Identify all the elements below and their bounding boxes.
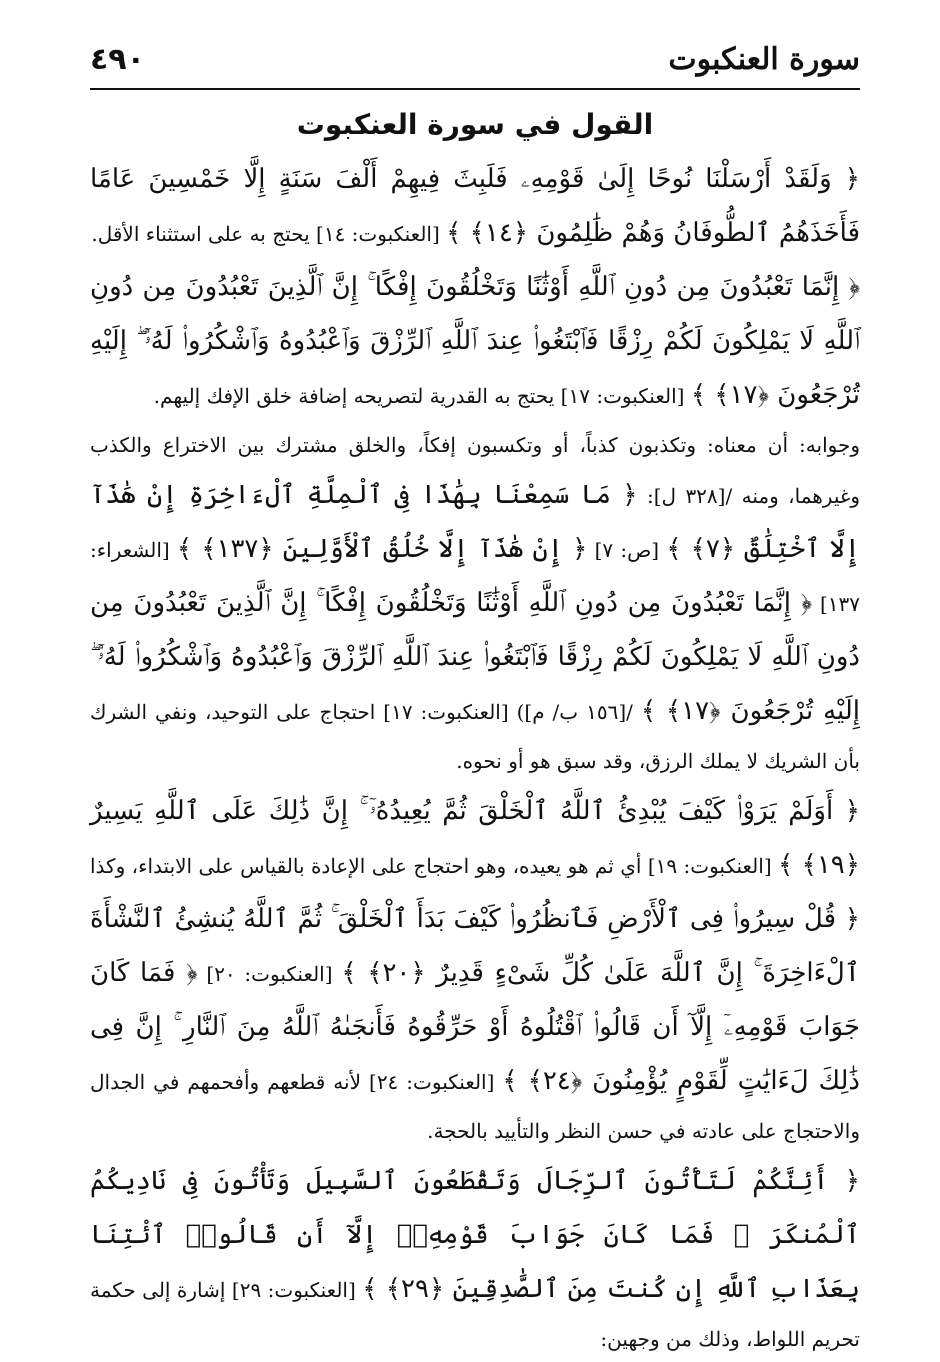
quran-verse: ﴿ مَا سَمِعْنَا بِهَٰذَا فِى ٱلْمِلَّةِ ٱلْءَاخِرَةِ إِنْ هَٰذَآ إِلَّا ٱخْتِلَٰقٌ ﴿٧﴾ ﴾ — [90, 480, 860, 564]
quran-verse: ﴿ أَئِنَّكُمْ لَتَأْتُونَ ٱلرِّجَالَ وَتَقْطَعُونَ ٱلسَّبِيلَ وَتَأْتُونَ فِى نَادِيكُمُ ٱلْمُنكَرَ ۖ فَمَا كَانَ جَوَابَ قَوْمِهِۦٓ إِلَّآ أَن قَالُوا۟ ٱئْتِنَا بِعَذَابِ ٱللَّهِ إِن كُنتَ مِنَ ٱلصَّٰدِقِينَ ﴿٢٩﴾ ﴾ — [90, 1166, 860, 1304]
paragraph-1 — [90, 152, 860, 260]
paragraph-5 — [90, 1154, 860, 1362]
quran-verse: ﴿ إِنَّمَا تَعْبُدُونَ مِن دُونِ ٱللَّهِ أَوْثَٰنًا وَتَخْلُقُونَ إِفْكًا ۚ إِنَّ ٱلَّذِينَ تَعْبُدُونَ مِن دُونِ ٱللَّهِ لَا يَمْلِكُونَ لَكُمْ رِزْقًا فَٱبْتَغُوا۟ عِندَ ٱللَّهِ ٱلرِّزْقَ وَٱعْبُدُوهُ وَٱشْكُرُوا۟ لَهُۥٓ ۖ إِلَيْهِ تُرْجَعُونَ ﴿١٧﴾ ﴾ — [90, 588, 861, 726]
quran-verse: ﴿ قُلْ سِيرُوا۟ فِى ٱلْأَرْضِ فَٱنظُرُوا۟ كَيْفَ بَدَأَ ٱلْخَلْقَ ۚ ثُمَّ ٱللَّهُ يُنشِئُ ٱلنَّشْأَةَ ٱلْءَاخِرَةَ ۚ إِنَّ ٱللَّهَ عَلَىٰ كُلِّ شَىْءٍ قَدِيرٌ ﴿٢٠﴾ ﴾ — [90, 904, 860, 988]
commentary: /[١٥٦ ب/ م]) [العنكبوت: ١٧] احتجاج على التوحيد، ونفي الشرك بأن الشريك لا يملك الرزق، وقد سبق هو أو نحوه. — [90, 700, 860, 773]
commentary: [الشعراء: ١٣٧] — [90, 538, 860, 616]
paragraph-4 — [90, 784, 860, 1154]
commentary: [العنكبوت: ١٤] يحتج به على استثناء الأقل. — [91, 222, 447, 246]
quran-verse: ﴿ إِنْ هَٰذَآ إِلَّا خُلُقُ ٱلْأَوَّلِينَ ﴿١٣٧﴾ ﴾ — [176, 534, 588, 564]
paragraph-3 — [90, 422, 860, 784]
commentary: وجوابه: أن معناه: وتكذبون كذباً، أو وتكسبون إفكاً، والخلق مشترك بين الاختراع والكذب وغيرهما، ومنه /[٣٢٨ ل]: — [90, 433, 860, 508]
commentary: [ص: ٧] — [587, 538, 667, 562]
paragraph-2 — [90, 260, 860, 422]
quran-verse: ﴿ وَلَقَدْ أَرْسَلْنَا نُوحًا إِلَىٰ قَوْمِهِۦ فَلَبِثَ فِيهِمْ أَلْفَ سَنَةٍ إِلَّا خَمْسِينَ عَامًا فَأَخَذَهُمُ ٱلطُّوفَانُ وَهُمْ ظَٰلِمُونَ ﴿١٤﴾ ﴾ — [90, 164, 860, 248]
section-title: القول في سورة العنكبوت — [296, 108, 654, 141]
commentary: [العنكبوت: ٢٩] إشارة إلى حكمة تحريم اللواط، وذلك من وجهين: — [90, 1278, 860, 1351]
quran-verse: ﴿ إِنَّمَا تَعْبُدُونَ مِن دُونِ ٱللَّهِ أَوْثَٰنًا وَتَخْلُقُونَ إِفْكًا ۚ إِنَّ ٱلَّذِينَ تَعْبُدُونَ مِن دُونِ ٱللَّهِ لَا يَمْلِكُونَ لَكُمْ رِزْقًا فَٱبْتَغُوا۟ عِندَ ٱللَّهِ ٱلرِّزْقَ وَٱعْبُدُوهُ وَٱشْكُرُوا۟ لَهُۥٓ ۖ إِلَيْهِ تُرْجَعُونَ ﴿١٧﴾ ﴾ — [90, 272, 860, 410]
commentary: [العنكبوت: ١٩] أي ثم هو يعيده، وهو احتجاج على الإعادة بالقياس على الابتداء، وكذا — [90, 854, 779, 878]
page — [90, 0, 860, 1359]
commentary: [العنكبوت: ٢٤] لأنه قطعهم وأفحمهم في الجدال والاحتجاج على عادته في حسن النظر والتأييد بالحجة. — [90, 1070, 860, 1143]
page-header — [90, 30, 860, 90]
quran-verse: ﴿ فَمَا كَانَ جَوَابَ قَوْمِهِۦٓ إِلَّآ أَن قَالُوا۟ ٱقْتُلُوهُ أَوْ حَرِّقُوهُ فَأَنجَىٰهُ ٱللَّهُ مِنَ ٱلنَّارِ ۚ إِنَّ فِى ذَٰلِكَ لَءَايَٰتٍ لِّقَوْمٍ يُؤْمِنُونَ ﴿٢٤﴾ ﴾ — [90, 958, 860, 1096]
quran-verse: ﴿ أَوَلَمْ يَرَوْا۟ كَيْفَ يُبْدِئُ ٱللَّهُ ٱلْخَلْقَ ثُمَّ يُعِيدُهُۥٓ ۚ إِنَّ ذَٰلِكَ عَلَى ٱللَّهِ يَسِيرٌ ﴿١٩﴾ ﴾ — [90, 796, 860, 880]
page-number: ٤٩٠ — [90, 41, 145, 77]
commentary: [العنكبوت: ٢٠] — [197, 962, 342, 986]
body-text — [90, 152, 860, 1362]
commentary: [العنكبوت: ١٧] يحتج به القدرية لتصريحه إضافة خلق الإفك إليهم. — [153, 384, 691, 408]
surah-running-title: سورة العنكبوت — [668, 41, 860, 77]
